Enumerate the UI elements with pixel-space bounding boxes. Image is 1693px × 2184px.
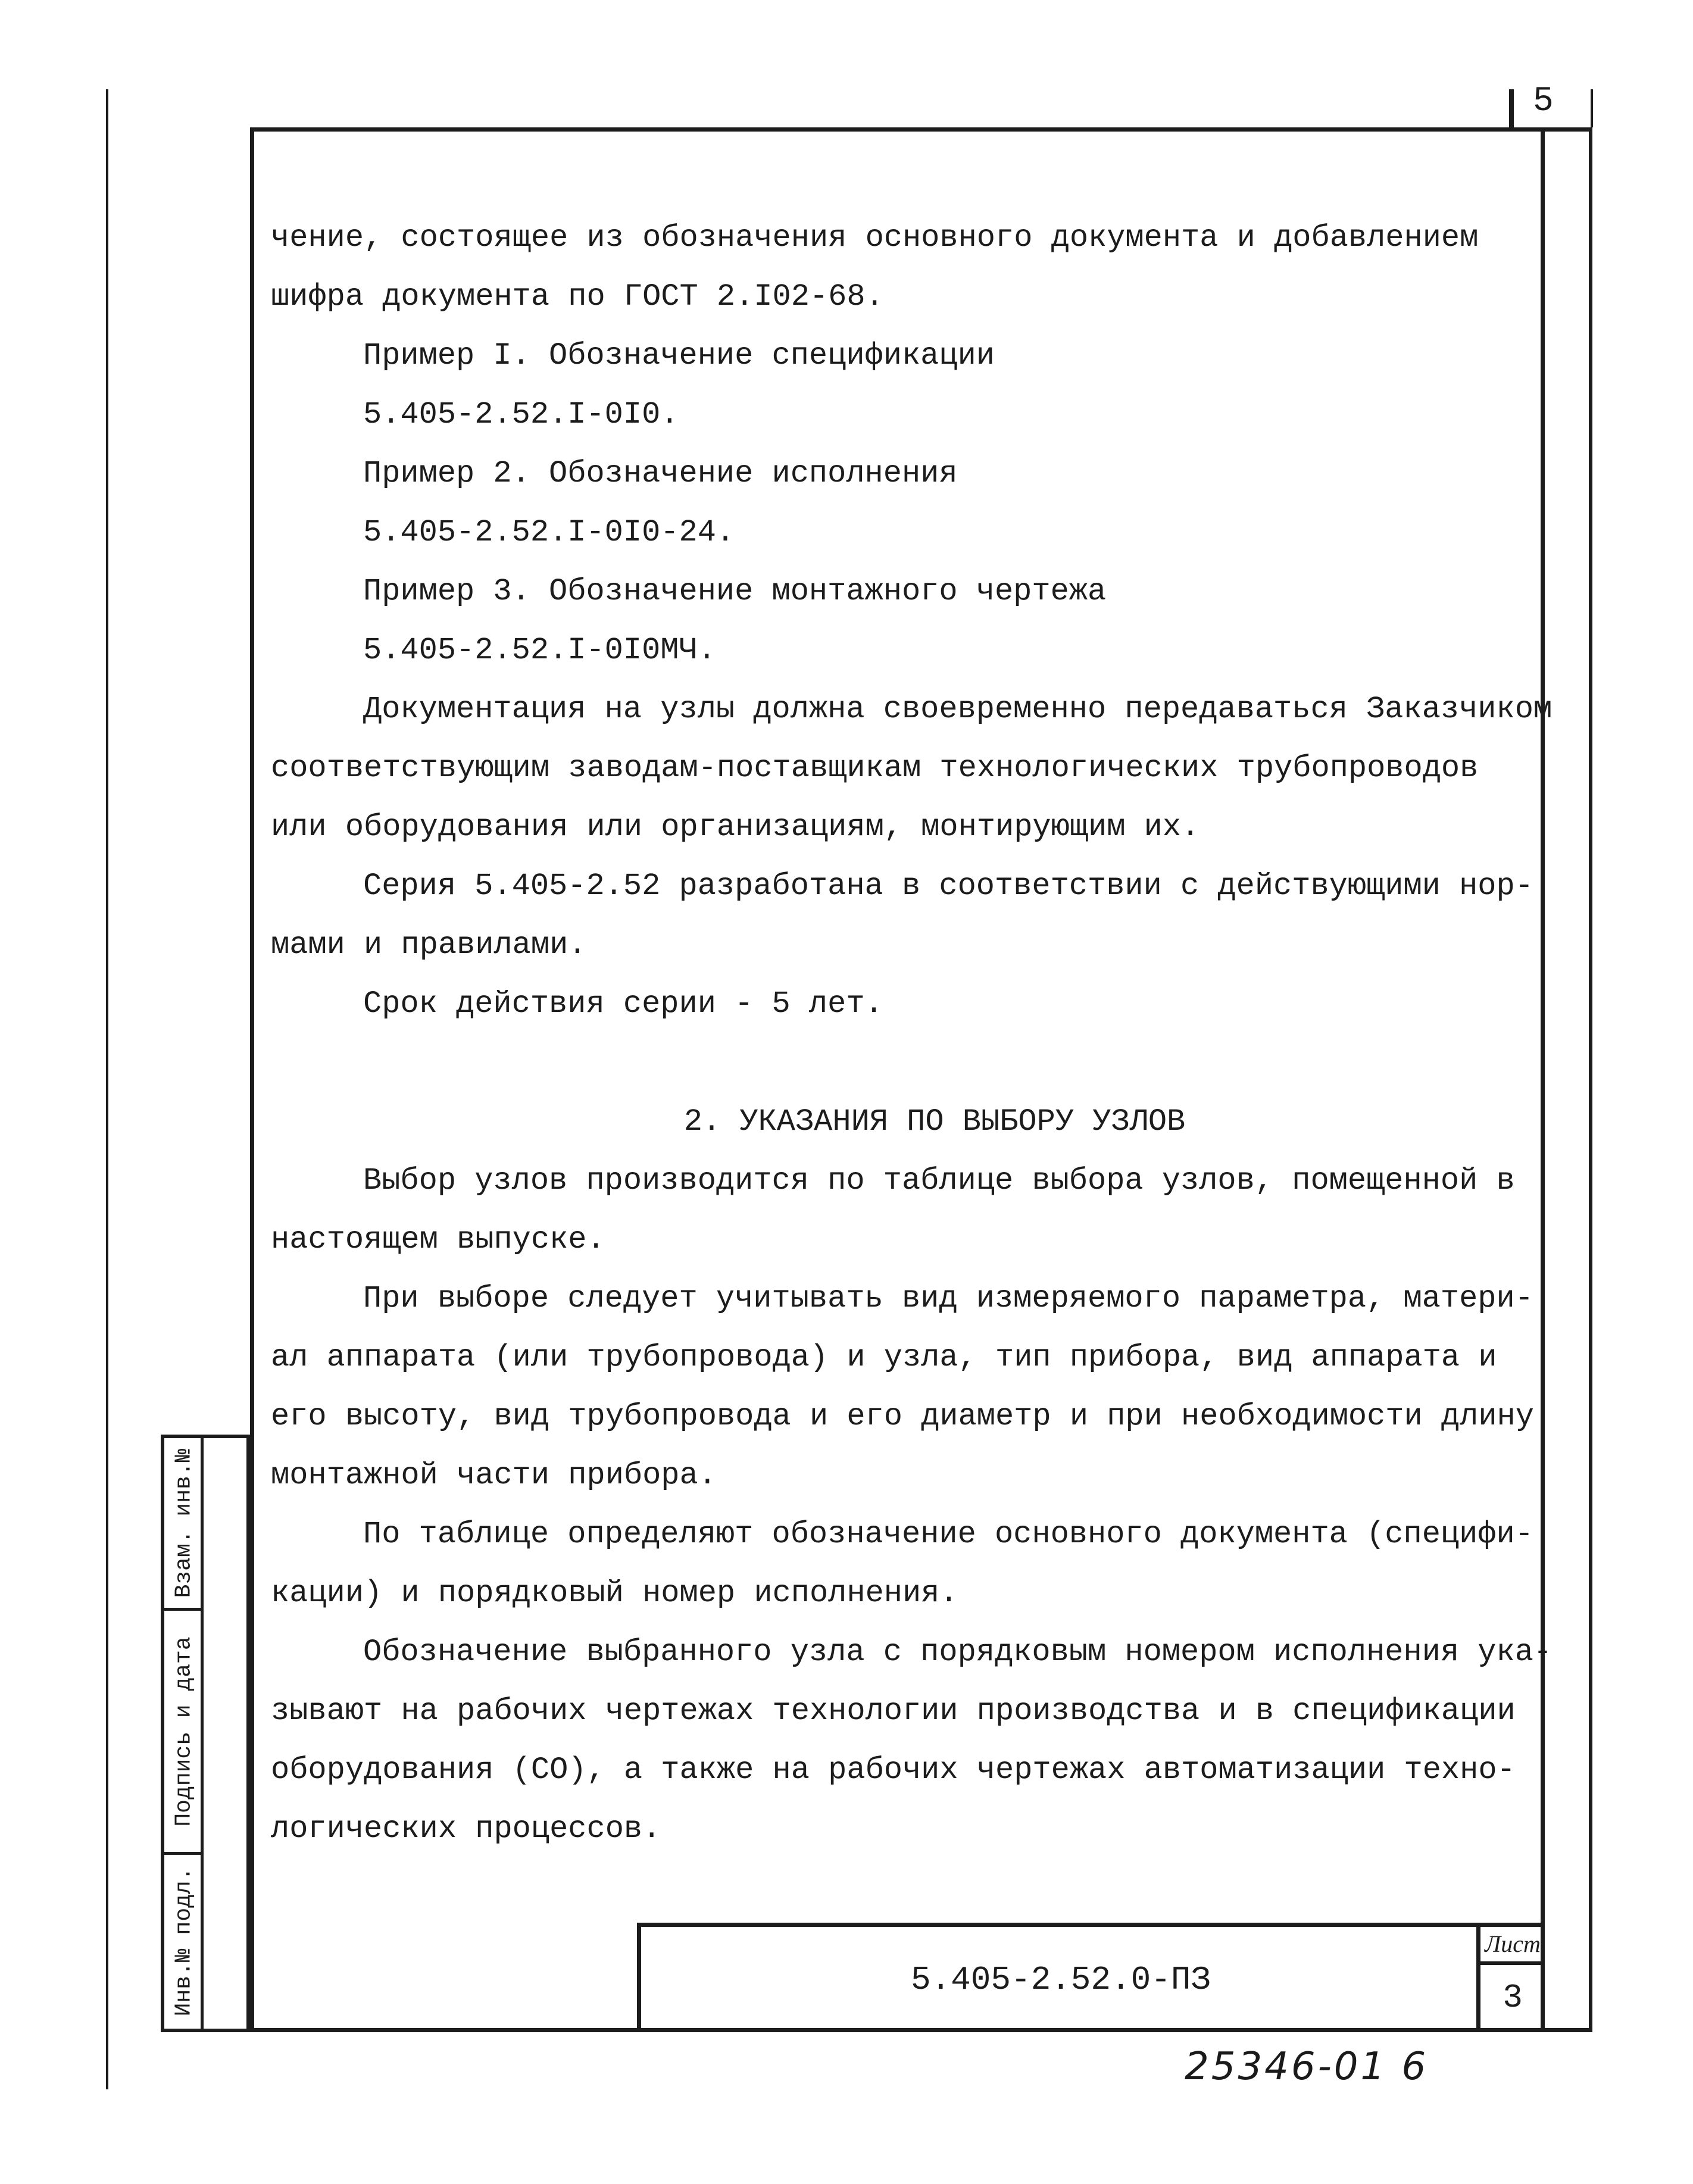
body-line: мами и правилами. — [271, 927, 587, 963]
section-line: монтажной части прибора. — [271, 1458, 717, 1493]
example-1-label: Пример I. Обозначение спецификации — [363, 338, 995, 373]
section-line: ал аппарата (или трубопровода) и узла, тип прибора, вид аппарата и — [271, 1340, 1497, 1375]
right-margin-strip — [1545, 127, 1592, 2032]
body-line: или оборудования или организациям, монтирующим их. — [271, 810, 1200, 845]
side-stamp-cell-original — [164, 1855, 204, 2029]
body-line: Серия 5.405-2.52 разработана в соответствии с действующими нор- — [363, 868, 1533, 904]
section-line: кации) и порядковый номер исполнения. — [271, 1576, 958, 1611]
section-heading: 2. УКАЗАНИЯ ПО ВЫБОРУ УЗЛОВ — [683, 1104, 1186, 1139]
title-block — [637, 1923, 1545, 2032]
body-line: соответствующим заводам-поставщикам технологических трубопроводов — [271, 751, 1479, 786]
right-binding-line — [1591, 89, 1593, 127]
section-line: Выбор узлов производится по таблице выбора узлов, помещенной в — [363, 1163, 1515, 1198]
section-line: его высоту, вид трубопровода и его диаметр и при необходимости длину — [271, 1399, 1534, 1434]
side-stamp-label: Инв.№ подл. — [171, 1867, 197, 2017]
example-2-label: Пример 2. Обозначение исполнения — [363, 456, 958, 491]
side-stamp-label: Подпись и дата — [171, 1636, 197, 1827]
sheet-cell — [1476, 1927, 1545, 2032]
side-stamp-cell-replacement — [164, 1438, 204, 1611]
side-stamp — [161, 1435, 250, 2032]
side-stamp-label: Взам. инв.№ — [171, 1448, 197, 1598]
page-number-divider — [1509, 89, 1514, 127]
section-line: По таблице определяют обозначение основного документа (специфи- — [363, 1517, 1533, 1552]
document-code: 5.405-2.52.0-ПЗ — [910, 1960, 1211, 1999]
document-body — [271, 208, 1551, 1858]
side-stamp-cell-signature — [164, 1611, 204, 1855]
section-line: Обозначение выбранного узла с порядковым номером исполнения ука- — [363, 1635, 1553, 1670]
left-binding-line — [106, 89, 108, 2089]
page-number: 5 — [1533, 82, 1554, 121]
body-line: Документация на узлы должна своевременно передаваться Заказчиком — [363, 692, 1553, 727]
side-stamp-column — [164, 1438, 204, 2029]
sheet-label: Лист — [1480, 1927, 1545, 1965]
body-line: чение, состоящее из обозначения основного документа и добавлением — [271, 220, 1479, 255]
example-3-code: 5.405-2.52.I-0I0МЧ. — [363, 633, 716, 668]
example-1-code: 5.405-2.52.I-0I0. — [363, 397, 679, 432]
body-line: Срок действия серии - 5 лет. — [363, 986, 883, 1021]
handwritten-archive-number: 25346-01 6 — [1185, 2045, 1429, 2089]
example-2-code: 5.405-2.52.I-0I0-24. — [363, 515, 735, 550]
section-line: оборудования (СО), а также на рабочих чертежах автоматизации техно- — [271, 1752, 1516, 1788]
body-line: шифра документа по ГОСТ 2.I02-68. — [271, 279, 884, 314]
section-line: При выборе следует учитывать вид измеряемого параметра, матери- — [363, 1281, 1533, 1316]
section-line: настоящем выпуске. — [271, 1222, 605, 1257]
section-line: логических процессов. — [271, 1811, 661, 1846]
example-3-label: Пример 3. Обозначение монтажного чертежа — [363, 574, 1107, 609]
section-line: зывают на рабочих чертежах технологии производства и в спецификации — [271, 1694, 1516, 1729]
sheet-number: 3 — [1503, 1979, 1523, 2017]
